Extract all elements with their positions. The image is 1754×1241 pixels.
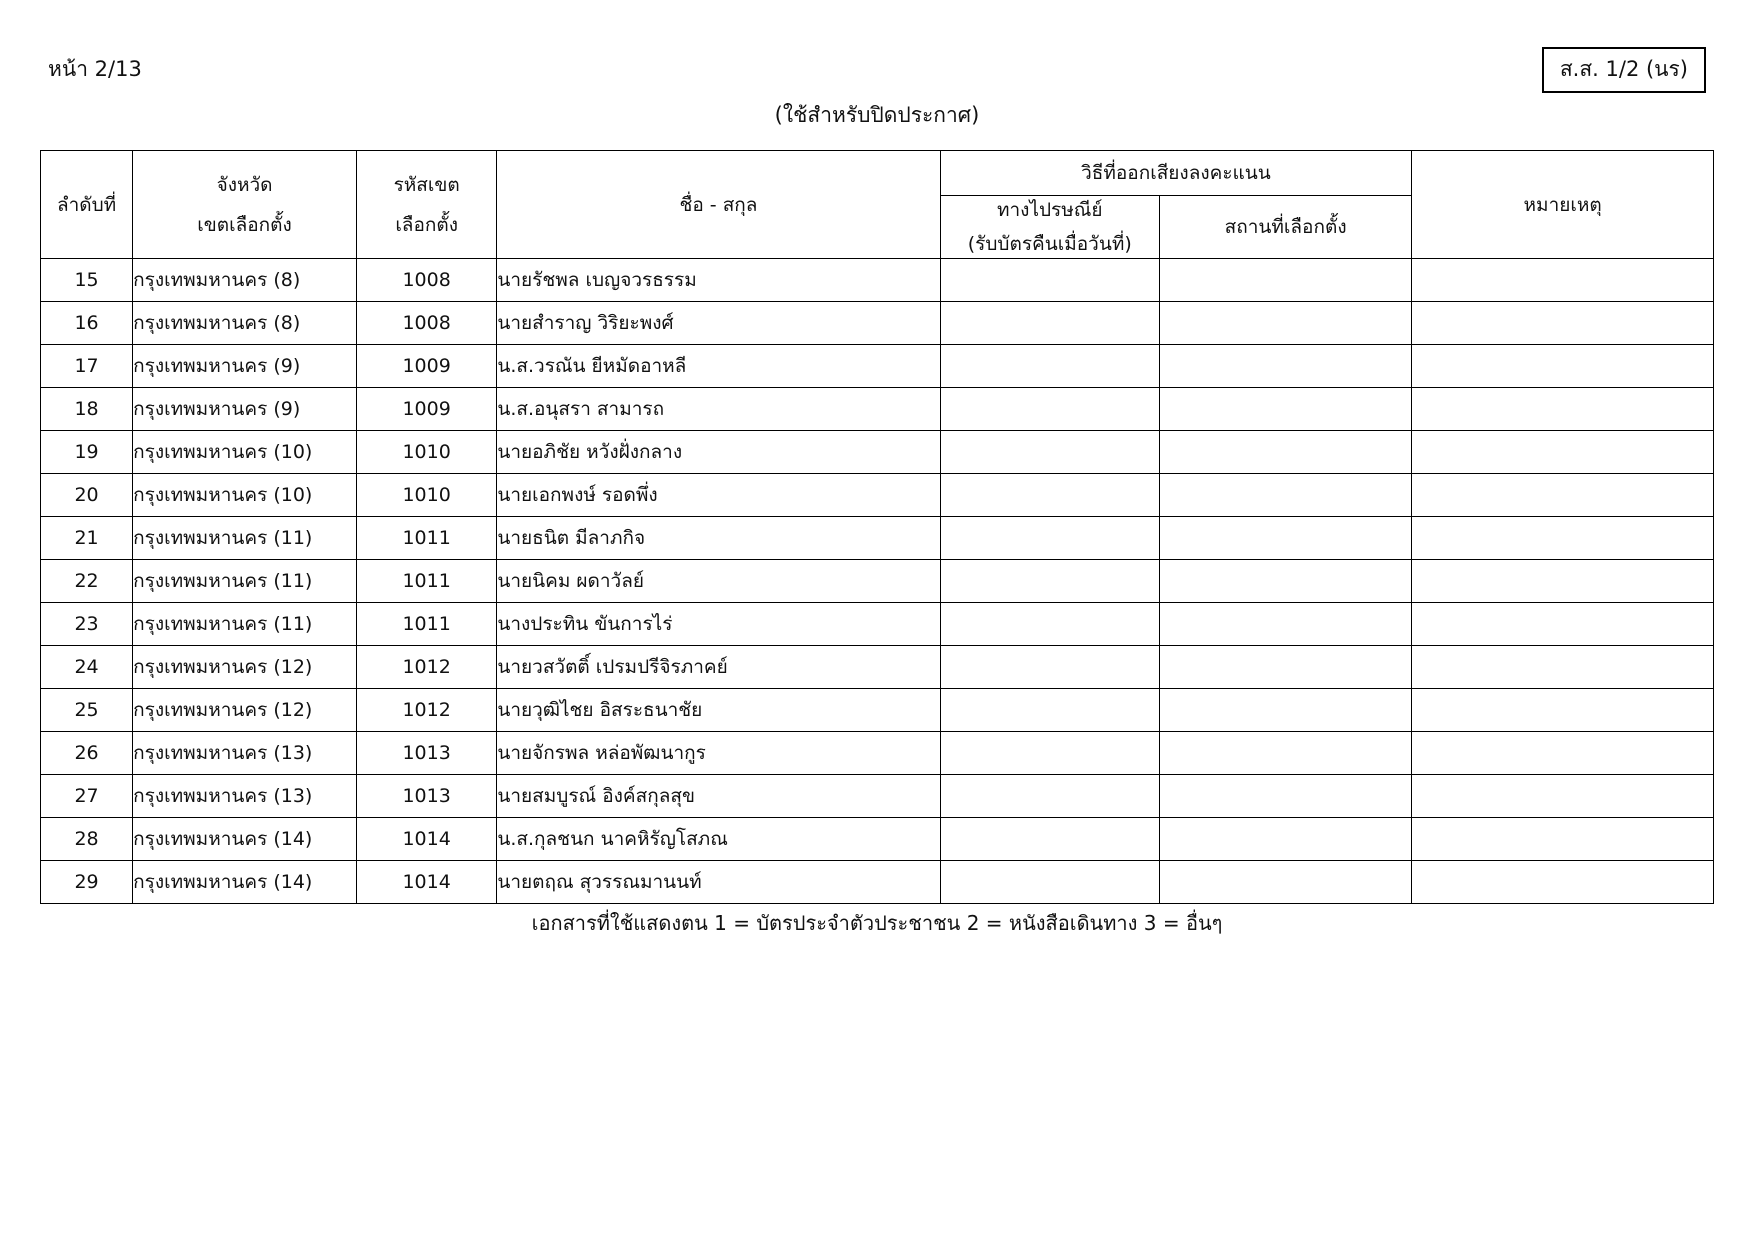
- cell-candidate-name: นายรัชพล เบญจวรธรรม: [497, 259, 940, 302]
- cell-district-code: 1013: [356, 732, 496, 775]
- table-row: [41, 431, 1714, 474]
- cell-district-code: 1011: [356, 603, 496, 646]
- candidate-table-container: [40, 150, 1714, 904]
- document-subtitle: (ใช้สำหรับปิดประกาศ): [774, 103, 980, 127]
- cell-remark: [1412, 603, 1714, 646]
- cell-voting-at-polling-place: [1159, 345, 1411, 388]
- column-header-province: จังหวัด เขตเลือกตั้ง: [133, 151, 357, 259]
- cell-sequence-number: 27: [41, 775, 133, 818]
- table-row: [41, 302, 1714, 345]
- cell-candidate-name: น.ส.กุลชนก นาคหิรัญโสภณ: [497, 818, 940, 861]
- cell-district-code: 1009: [356, 388, 496, 431]
- table-row: [41, 646, 1714, 689]
- cell-remark: [1412, 302, 1714, 345]
- column-header-district-code: รหัสเขต เลือกตั้ง: [356, 151, 496, 259]
- cell-district-code: 1008: [356, 302, 496, 345]
- column-header-voting-by-post: ทางไปรษณีย์ (รับบัตรคืนเมื่อวันที่): [940, 196, 1159, 259]
- cell-sequence-number: 29: [41, 861, 133, 904]
- cell-voting-by-post: [940, 689, 1159, 732]
- cell-candidate-name: นายเอกพงษ์ รอดพึ่ง: [497, 474, 940, 517]
- table-row: [41, 732, 1714, 775]
- cell-remark: [1412, 861, 1714, 904]
- table-body: [41, 259, 1714, 904]
- table-row: [41, 689, 1714, 732]
- cell-voting-at-polling-place: [1159, 818, 1411, 861]
- cell-voting-at-polling-place: [1159, 474, 1411, 517]
- cell-candidate-name: นายตฤณ สุวรรณมานนท์: [497, 861, 940, 904]
- cell-voting-by-post: [940, 388, 1159, 431]
- cell-district-code: 1012: [356, 646, 496, 689]
- cell-province-district: กรุงเทพมหานคร (10): [133, 431, 357, 474]
- table-header-row-1: [41, 151, 1714, 196]
- cell-voting-at-polling-place: [1159, 646, 1411, 689]
- cell-sequence-number: 18: [41, 388, 133, 431]
- cell-province-district: กรุงเทพมหานคร (8): [133, 302, 357, 345]
- cell-voting-at-polling-place: [1159, 517, 1411, 560]
- cell-candidate-name: น.ส.วรณัน ยีหมัดอาหลี: [497, 345, 940, 388]
- cell-remark: [1412, 345, 1714, 388]
- cell-candidate-name: นายจักรพล หล่อพัฒนากูร: [497, 732, 940, 775]
- cell-voting-at-polling-place: [1159, 259, 1411, 302]
- cell-voting-by-post: [940, 560, 1159, 603]
- cell-sequence-number: 26: [41, 732, 133, 775]
- cell-remark: [1412, 517, 1714, 560]
- cell-sequence-number: 24: [41, 646, 133, 689]
- cell-sequence-number: 19: [41, 431, 133, 474]
- cell-province-district: กรุงเทพมหานคร (11): [133, 603, 357, 646]
- cell-candidate-name: นายวุฒิไชย อิสระธนาชัย: [497, 689, 940, 732]
- table-row: [41, 517, 1714, 560]
- cell-voting-at-polling-place: [1159, 388, 1411, 431]
- candidate-table: [40, 150, 1714, 904]
- column-header-remark: หมายเหตุ: [1412, 151, 1714, 259]
- cell-candidate-name: นายวสวัตติ์ เปรมปรีจิรภาคย์: [497, 646, 940, 689]
- cell-district-code: 1010: [356, 474, 496, 517]
- cell-candidate-name: นายธนิต มีลาภกิจ: [497, 517, 940, 560]
- cell-voting-at-polling-place: [1159, 689, 1411, 732]
- cell-sequence-number: 21: [41, 517, 133, 560]
- cell-province-district: กรุงเทพมหานคร (13): [133, 732, 357, 775]
- page-number: หน้า 2/13: [48, 57, 142, 81]
- cell-remark: [1412, 689, 1714, 732]
- table-row: [41, 818, 1714, 861]
- cell-province-district: กรุงเทพมหานคร (8): [133, 259, 357, 302]
- cell-voting-by-post: [940, 732, 1159, 775]
- cell-district-code: 1008: [356, 259, 496, 302]
- cell-district-code: 1012: [356, 689, 496, 732]
- cell-province-district: กรุงเทพมหานคร (12): [133, 689, 357, 732]
- cell-voting-by-post: [940, 646, 1159, 689]
- cell-candidate-name: น.ส.อนุสรา สามารถ: [497, 388, 940, 431]
- table-row: [41, 388, 1714, 431]
- table-row: [41, 560, 1714, 603]
- cell-voting-by-post: [940, 603, 1159, 646]
- table-row: [41, 474, 1714, 517]
- cell-sequence-number: 25: [41, 689, 133, 732]
- cell-remark: [1412, 646, 1714, 689]
- cell-province-district: กรุงเทพมหานคร (9): [133, 388, 357, 431]
- cell-district-code: 1011: [356, 517, 496, 560]
- cell-district-code: 1011: [356, 560, 496, 603]
- cell-voting-by-post: [940, 345, 1159, 388]
- cell-voting-by-post: [940, 775, 1159, 818]
- cell-province-district: กรุงเทพมหานคร (11): [133, 517, 357, 560]
- column-header-name: ชื่อ - สกุล: [497, 151, 940, 259]
- table-row: [41, 775, 1714, 818]
- cell-voting-by-post: [940, 259, 1159, 302]
- cell-district-code: 1013: [356, 775, 496, 818]
- column-header-voting-method-group: วิธีที่ออกเสียงลงคะแนน: [940, 151, 1412, 196]
- cell-sequence-number: 15: [41, 259, 133, 302]
- cell-remark: [1412, 431, 1714, 474]
- cell-voting-by-post: [940, 517, 1159, 560]
- cell-candidate-name: นายสมบูรณ์ อิงค์สกุลสุข: [497, 775, 940, 818]
- form-code-box: ส.ส. 1/2 (นร): [1542, 47, 1706, 93]
- cell-voting-at-polling-place: [1159, 732, 1411, 775]
- cell-sequence-number: 23: [41, 603, 133, 646]
- cell-province-district: กรุงเทพมหานคร (14): [133, 818, 357, 861]
- cell-sequence-number: 20: [41, 474, 133, 517]
- cell-province-district: กรุงเทพมหานคร (10): [133, 474, 357, 517]
- cell-voting-at-polling-place: [1159, 560, 1411, 603]
- cell-candidate-name: นางประทิน ขันการไร่: [497, 603, 940, 646]
- cell-remark: [1412, 818, 1714, 861]
- cell-remark: [1412, 560, 1714, 603]
- column-header-seq: ลำดับที่: [41, 151, 133, 259]
- cell-province-district: กรุงเทพมหานคร (13): [133, 775, 357, 818]
- cell-voting-at-polling-place: [1159, 603, 1411, 646]
- cell-province-district: กรุงเทพมหานคร (11): [133, 560, 357, 603]
- cell-voting-by-post: [940, 431, 1159, 474]
- cell-remark: [1412, 388, 1714, 431]
- cell-sequence-number: 22: [41, 560, 133, 603]
- cell-province-district: กรุงเทพมหานคร (12): [133, 646, 357, 689]
- cell-voting-at-polling-place: [1159, 302, 1411, 345]
- cell-voting-by-post: [940, 861, 1159, 904]
- cell-sequence-number: 28: [41, 818, 133, 861]
- table-row: [41, 345, 1714, 388]
- cell-district-code: 1010: [356, 431, 496, 474]
- cell-voting-at-polling-place: [1159, 431, 1411, 474]
- table-row: [41, 259, 1714, 302]
- cell-voting-by-post: [940, 818, 1159, 861]
- page-header: [0, 50, 1754, 102]
- cell-voting-at-polling-place: [1159, 861, 1411, 904]
- table-row: [41, 861, 1714, 904]
- cell-voting-at-polling-place: [1159, 775, 1411, 818]
- cell-district-code: 1014: [356, 861, 496, 904]
- footer-note: เอกสารที่ใช้แสดงตน 1 = บัตรประจำตัวประชาชน 2 = หนังสือเดินทาง 3 = อื่นๆ: [531, 911, 1223, 935]
- cell-sequence-number: 16: [41, 302, 133, 345]
- cell-remark: [1412, 732, 1714, 775]
- cell-province-district: กรุงเทพมหานคร (14): [133, 861, 357, 904]
- cell-voting-by-post: [940, 474, 1159, 517]
- cell-remark: [1412, 775, 1714, 818]
- cell-voting-by-post: [940, 302, 1159, 345]
- cell-sequence-number: 17: [41, 345, 133, 388]
- cell-district-code: 1014: [356, 818, 496, 861]
- cell-province-district: กรุงเทพมหานคร (9): [133, 345, 357, 388]
- cell-candidate-name: นายอภิชัย หวังฝั่งกลาง: [497, 431, 940, 474]
- column-header-voting-at-polling-place: สถานที่เลือกตั้ง: [1159, 196, 1411, 259]
- cell-candidate-name: นายสำราญ วิริยะพงศ์: [497, 302, 940, 345]
- cell-remark: [1412, 259, 1714, 302]
- table-head: [41, 151, 1714, 259]
- cell-candidate-name: นายนิคม ผดาวัลย์: [497, 560, 940, 603]
- cell-district-code: 1009: [356, 345, 496, 388]
- cell-remark: [1412, 474, 1714, 517]
- table-row: [41, 603, 1714, 646]
